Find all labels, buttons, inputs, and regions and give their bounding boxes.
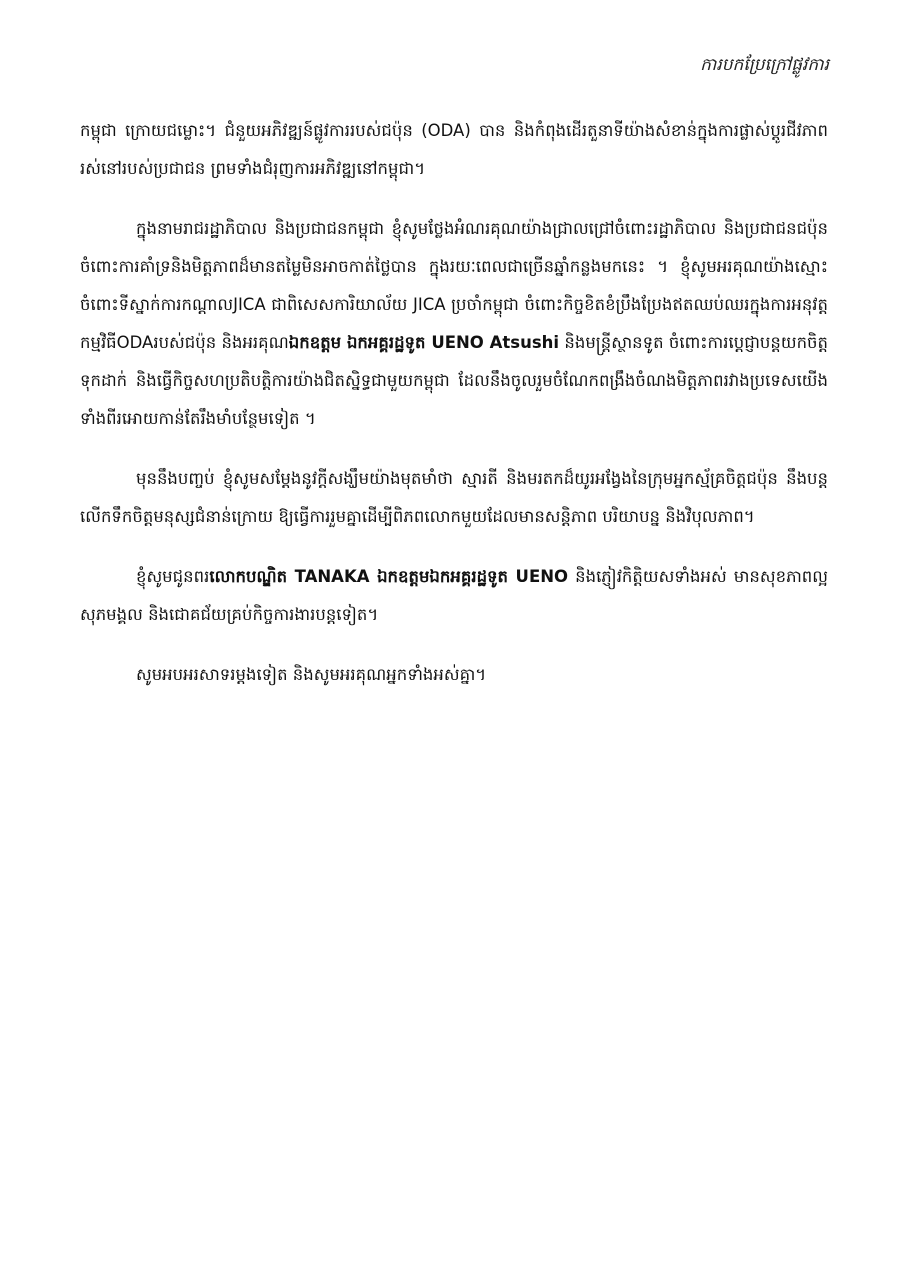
unofficial-translation-note: ការបកប្រែក្រៅផ្លូវការ — [700, 55, 829, 75]
paragraph-5-text: សូមអបអរសាទរម្តងទៀត និងសូមអរគុណអ្នកទាំងអស់គ្នា។ — [136, 665, 487, 684]
paragraph-4-text-a: ខ្ញុំសូមជូនពរ — [136, 567, 210, 586]
paragraph-4-bold-names: លោកបណ្ឌិត TANAKA ឯកឧត្តមឯកអគ្គរដ្ឋទូត UENO — [209, 567, 569, 586]
paragraph-3 — [80, 460, 828, 536]
paragraph-1 — [80, 112, 828, 188]
paragraph-2 — [80, 210, 828, 438]
paragraph-2-bold-ambassador: ឯកឧត្តម ឯកអគ្គរដ្ឋទូត UENO Atsushi — [288, 333, 560, 352]
paragraph-4 — [80, 558, 828, 634]
paragraph-2-text-a: ក្នុងនាមរាជរដ្ឋាភិបាល និងប្រជាជនកម្ពុជា ខ្ញុំសូមថ្លែងអំណរគុណយ៉ាងជ្រាលជ្រៅចំពោះរដ្ឋាភិបាល និងប្រជាជនជប៉ុន ចំពោះការគាំទ្រនិងមិត្តភាពដ៏មានតម្លៃមិនអាចកាត់ថ្លៃបាន ក្នុងរយៈពេលជាច្រើនឆ្នាំកន្លងមកនេះ ។ ខ្ញុំសូមអរគុណយ៉ាងស្មោះ ចំពោះទីស្នាក់ការកណ្តាលJICA ជាពិសេសការិយាល័យ JICA ប្រចាំកម្ពុជា ចំពោះកិច្ចខិតខំប្រឹងប្រែងឥតឈប់ឈរក្នុងការអនុវត្តកម្មវិធីODAរបស់ជប៉ុន និងអរគុណ — [80, 219, 828, 352]
document-body — [80, 112, 828, 716]
paragraph-5 — [80, 656, 828, 694]
paragraph-2-text-b: និងមន្ត្រីស្ថានទូត ចំពោះការប្តេជ្ញាបន្តយកចិត្តទុកដាក់ និងធ្វើកិច្ចសហប្រតិបត្តិការយ៉ាងជិតស្និទ្ធជាមួយកម្ពុជា ដែលនឹងចូលរួមចំណែកពង្រឹងចំណងមិត្តភាពរវាងប្រទេសយើងទាំងពីរអោយកាន់តែរឹងមាំបន្ថែមទៀត ។ — [80, 333, 828, 428]
paragraph-4-text-b: និងភ្ញៀវកិត្តិយសទាំងអស់ មានសុខភាពល្អ សុភមង្គល និងជោគជ័យគ្រប់កិច្ចការងារបន្តទៀត។ — [80, 567, 828, 624]
paragraph-1-text: កម្ពុជា ក្រោយជម្លោះ។ ជំនួយអភិវឌ្ឍន៍ផ្លូវការរបស់ជប៉ុន (ODA) បាន និងកំពុងដើរតួនាទីយ៉ាងសំខាន់ក្នុងការផ្លាស់ប្តូរជីវភាពរស់នៅរបស់ប្រជាជន ព្រមទាំងជំរុញការអភិវឌ្ឍនៅកម្ពុជា។ — [80, 121, 828, 178]
paragraph-3-text: មុននឹងបញ្ចប់ ខ្ញុំសូមសម្តែងនូវក្តីសង្ឃឹមយ៉ាងមុតមាំថា ស្មារតី និងមរតកដ៏យូរអង្វែងនៃក្រុមអ្នកស្ម័គ្រចិត្តជប៉ុន នឹងបន្តលើកទឹកចិត្តមនុស្សជំនាន់ក្រោយ ឱ្យធ្វើការរួមគ្នាដើម្បីពិភពលោកមួយដែលមានសន្តិភាព បរិយាបន្ន និងវិបុលភាព។ — [80, 469, 828, 526]
